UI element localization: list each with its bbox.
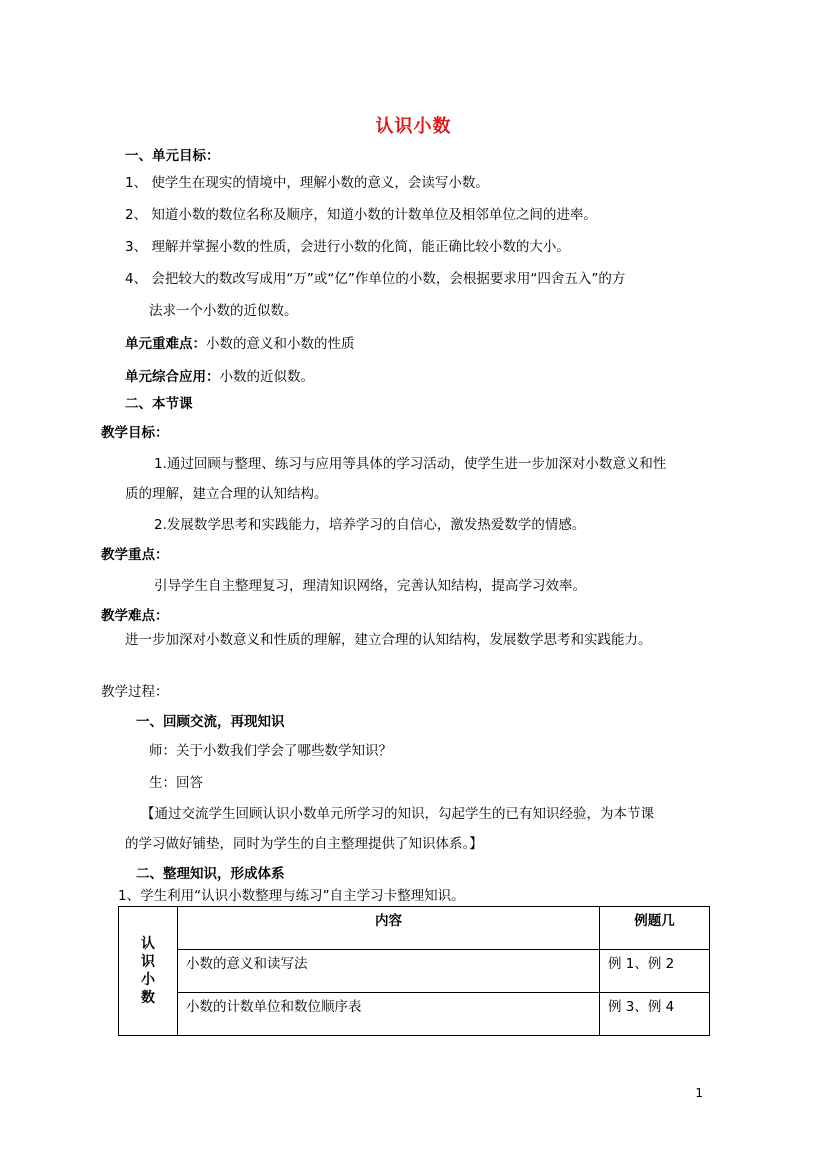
table-header-content: 内容 [178, 907, 600, 950]
teaching-goals-label: 教学目标： [101, 425, 169, 441]
student-line: 生：回答 [149, 775, 203, 791]
unit-difficulty-label: 单元重难点： [125, 336, 206, 352]
step2-item: 1、学生利用“认识小数整理与练习”自主学习卡整理知识。 [118, 888, 465, 904]
goal-item: 3、 理解并掌握小数的性质，会进行小数的化简，能正确比较小数的大小。 [125, 239, 570, 255]
step2-heading: 二、整理知识，形成体系 [136, 866, 285, 882]
teacher-line: 师：关于小数我们学会了哪些数学知识？ [149, 743, 392, 759]
table-cell-content: 小数的计数单位和数位顺序表 [178, 993, 600, 1036]
goal-item: 1、 使学生在现实的情境中，理解小数的意义，会读写小数。 [125, 175, 489, 191]
teaching-goal-line: 质的理解，建立合理的认知结构。 [125, 486, 328, 502]
goal-item: 2、 知道小数的数位名称及顺序，知道小数的计数单位及相邻单位之间的进率。 [125, 207, 597, 223]
note-line: 【通过交流学生回顾认识小数单元所学习的知识，勾起学生的已有知识经验，为本节课 [141, 806, 654, 822]
teaching-goal-line: 2.发展数学思考和实践能力，培养学习的自信心，激发热爱数学的情感。 [154, 517, 586, 533]
unit-application-text: 小数的近似数。 [219, 369, 314, 385]
lesson-heading: 二、本节课 [125, 396, 193, 412]
process-label: 教学过程： [101, 684, 169, 700]
document-title: 认识小数 [375, 116, 452, 137]
step1-heading: 一、回顾交流，再现知识 [136, 714, 285, 730]
page-number: 1 [695, 1086, 703, 1100]
key-points-text: 引导学生自主整理复习，理清知识网络，完善认知结构，提高学习效率。 [154, 578, 586, 594]
hard-points-label: 教学难点： [101, 608, 169, 624]
goal-item: 4、 会把较大的数改写成用“万”或“亿”作单位的小数，会根据要求用“四舍五入”的方 [125, 271, 626, 287]
note-line: 的学习做好铺垫，同时为学生的自主整理提供了知识体系。】 [125, 836, 483, 852]
teaching-goal-line: 1.通过回顾与整理、练习与应用等具体的学习活动，使学生进一步加深对小数意义和性 [154, 456, 667, 472]
key-points-label: 教学重点： [101, 547, 169, 563]
unit-difficulty-text: 小数的意义和小数的性质 [206, 336, 355, 352]
table-side-label: 认识小数 [119, 907, 178, 1036]
table-row [119, 993, 710, 1036]
unit-application-label: 单元综合应用： [125, 369, 220, 385]
unit-goals-heading: 一、单元目标： [125, 148, 220, 164]
unit-application [125, 367, 314, 387]
table-row [119, 950, 710, 993]
table-cell-content: 小数的意义和读写法 [178, 950, 600, 993]
unit-difficulty [125, 334, 355, 354]
hard-points-text: 进一步加深对小数意义和性质的理解，建立合理的认知结构，发展数学思考和实践能力。 [125, 632, 652, 648]
table-cell-examples: 例 1、例 2 [600, 950, 710, 993]
knowledge-table [118, 906, 710, 1036]
table-header-examples: 例题几 [600, 907, 710, 950]
goal-item-continuation: 法求一个小数的近似数。 [149, 303, 298, 319]
table-cell-examples: 例 3、例 4 [600, 993, 710, 1036]
